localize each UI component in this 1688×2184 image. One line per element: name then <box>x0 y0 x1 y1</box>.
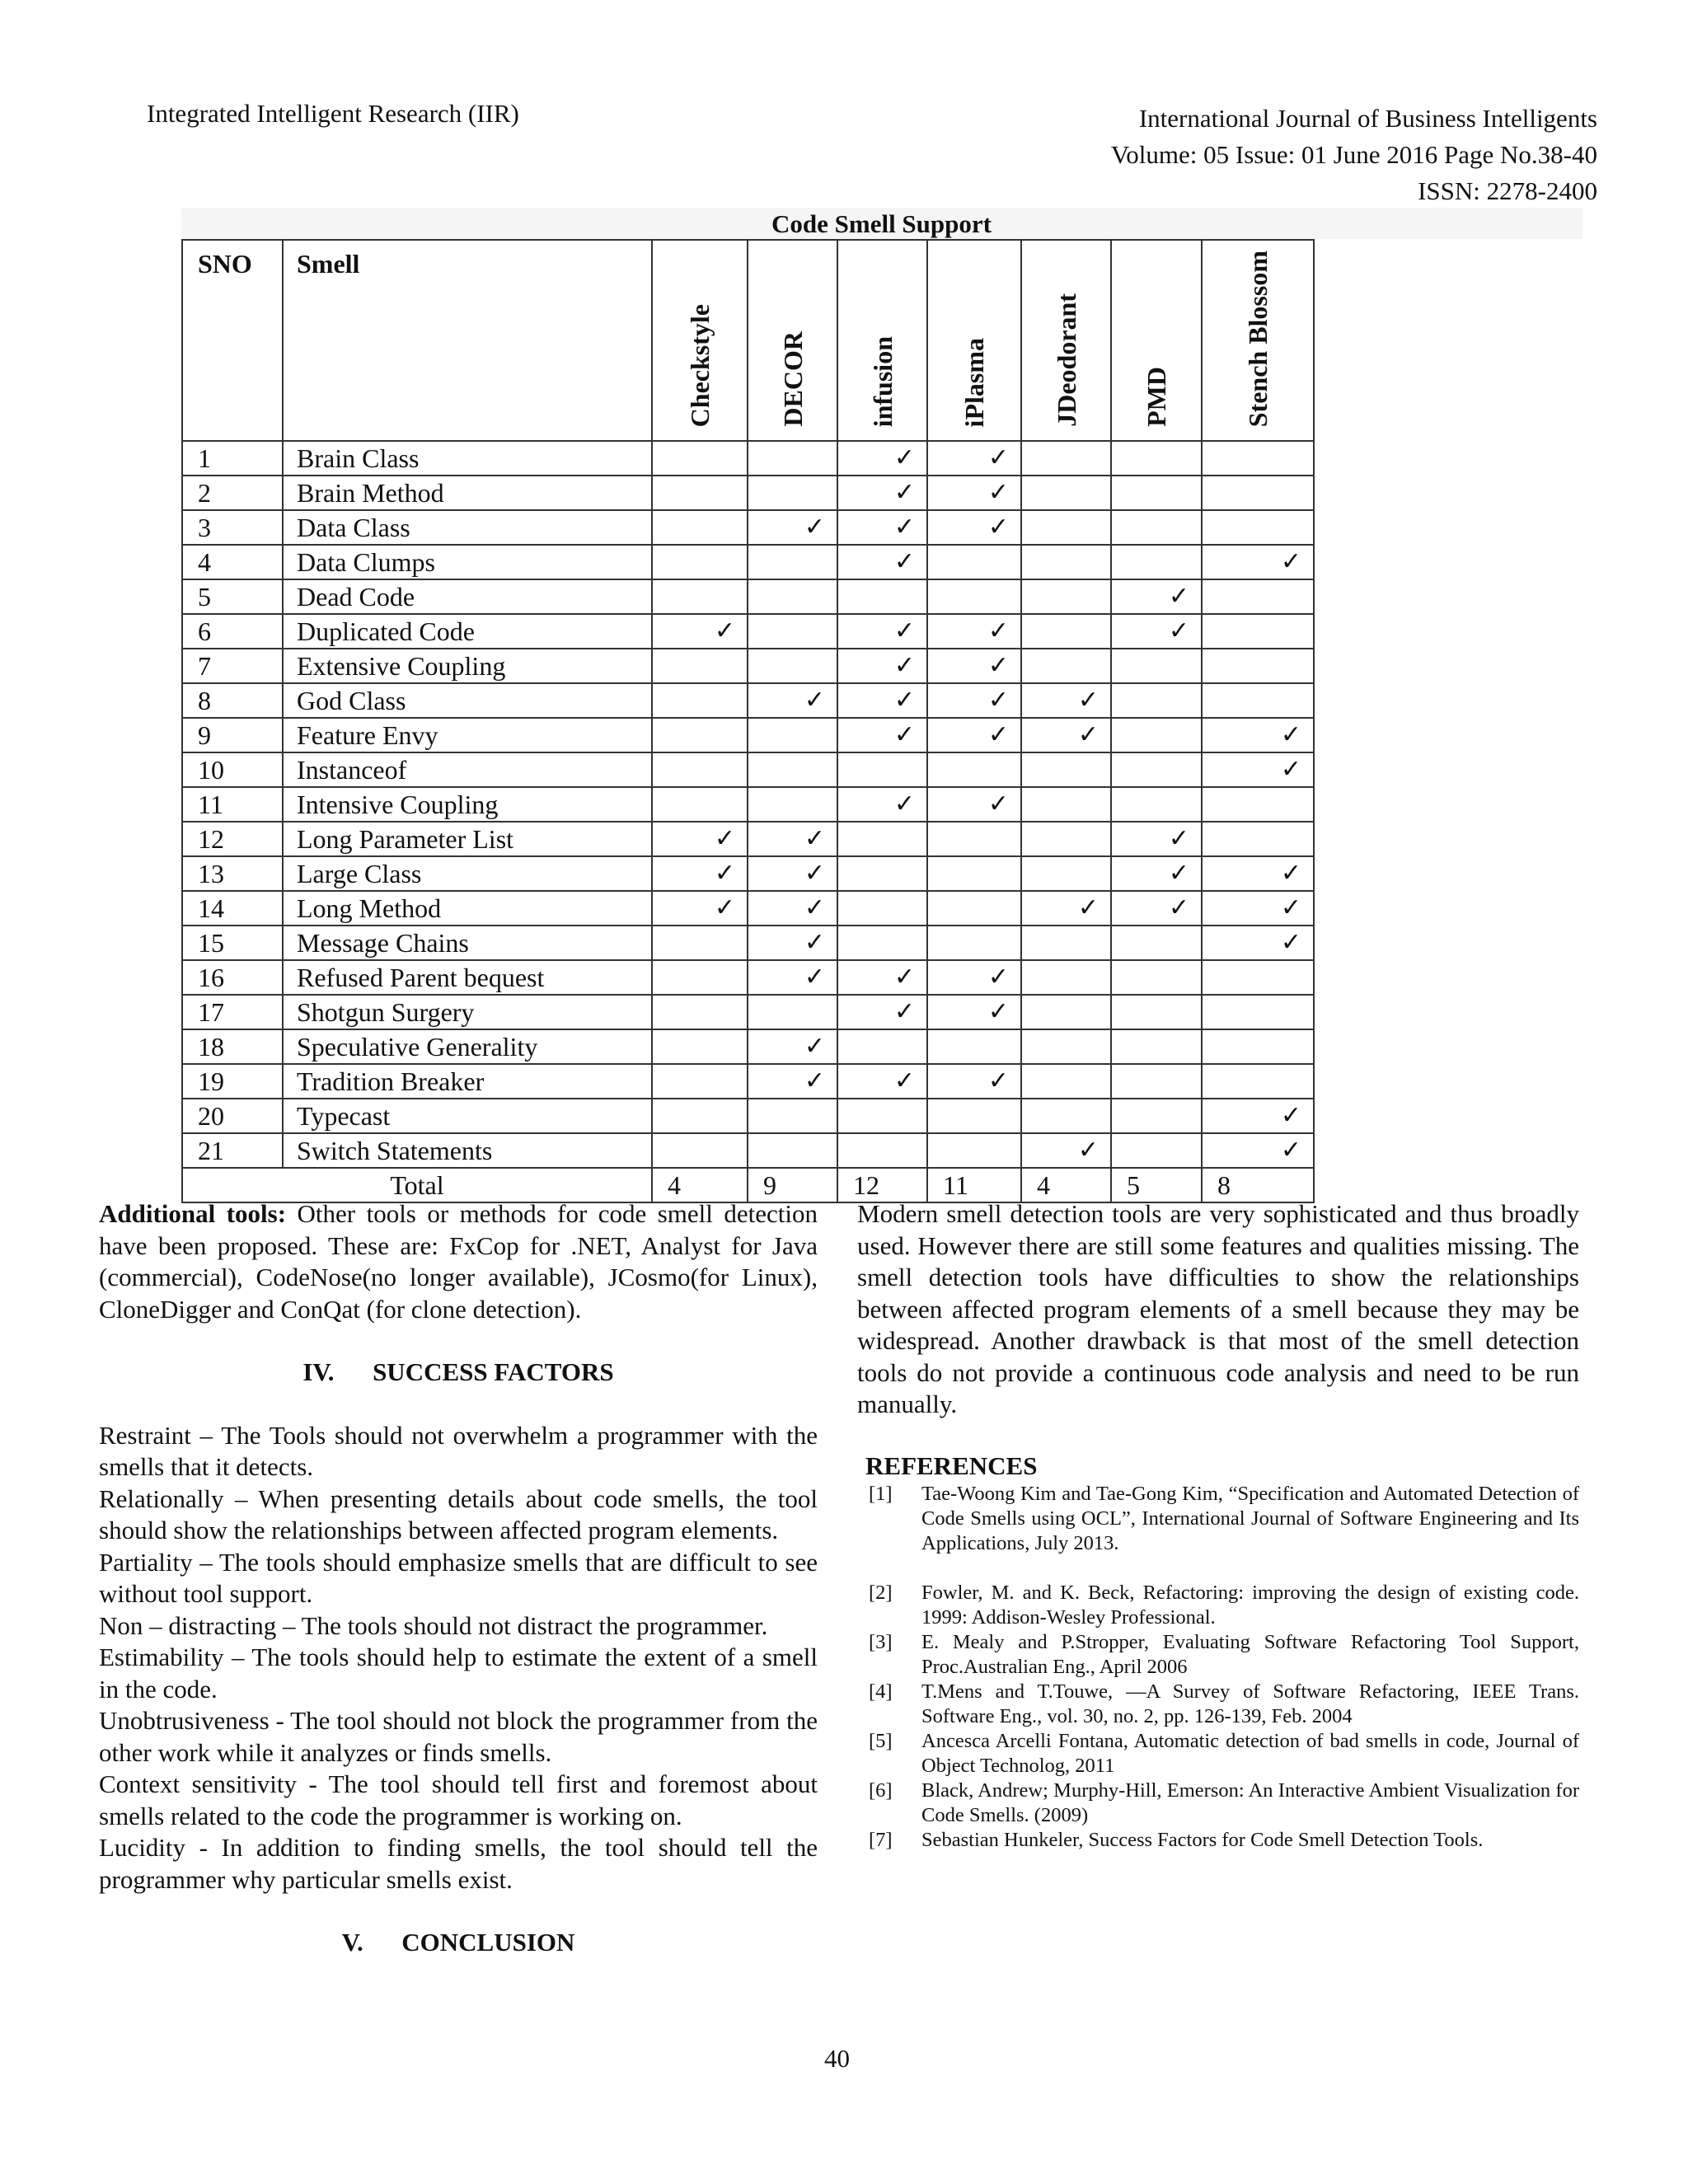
empty-cell <box>1202 683 1314 718</box>
empty-cell <box>1202 822 1314 856</box>
empty-cell <box>748 1133 837 1168</box>
empty-cell <box>1111 718 1202 752</box>
check-mark-icon: ✓ <box>652 822 748 856</box>
empty-cell <box>748 787 837 822</box>
check-mark-icon: ✓ <box>748 960 837 995</box>
smell-name: God Class <box>283 683 652 718</box>
table-row <box>182 579 1314 614</box>
check-mark-icon: ✓ <box>927 1064 1021 1099</box>
row-number: 2 <box>182 476 283 510</box>
row-number: 18 <box>182 1029 283 1064</box>
column-header-tool <box>837 240 927 441</box>
smell-name: Long Method <box>283 891 652 926</box>
empty-cell <box>748 995 837 1029</box>
table-row <box>182 1133 1314 1168</box>
empty-cell <box>652 995 748 1029</box>
issn: ISSN: 2278-2400 <box>1418 176 1597 205</box>
empty-cell <box>1202 510 1314 545</box>
success-factor-item: Non – distracting – The tools should not distract the programmer. <box>99 1610 768 1640</box>
empty-cell <box>652 1064 748 1099</box>
smell-name: Tradition Breaker <box>283 1064 652 1099</box>
success-factor-item: Restraint – The Tools should not overwhelm a programmer with the smells that it detects. <box>99 1420 818 1481</box>
empty-cell <box>837 891 927 926</box>
check-mark-icon: ✓ <box>1202 926 1314 960</box>
reference-item <box>857 1828 1579 1853</box>
empty-cell <box>1111 1133 1202 1168</box>
smell-name: Brain Class <box>283 441 652 476</box>
additional-tools-text: Other tools or methods for code smell detection have been proposed. These are: FxCop for .NET, Analyst for Java (commercial), CodeNose(no longer available), JCosmo(for Linux), CloneDigger and ConQat (for clone detection). <box>99 1199 818 1324</box>
empty-cell <box>748 476 837 510</box>
check-mark-icon: ✓ <box>927 683 1021 718</box>
smell-name: Typecast <box>283 1099 652 1133</box>
check-mark-icon: ✓ <box>927 614 1021 649</box>
section-heading-conclusion <box>99 1927 818 1959</box>
row-number: 19 <box>182 1064 283 1099</box>
check-mark-icon: ✓ <box>837 545 927 579</box>
check-mark-icon: ✓ <box>927 476 1021 510</box>
page-number: 40 <box>824 2044 850 2073</box>
empty-cell <box>837 822 927 856</box>
empty-cell <box>1021 960 1111 995</box>
empty-cell <box>1202 441 1314 476</box>
smell-name: Large Class <box>283 856 652 891</box>
check-mark-icon: ✓ <box>837 995 927 1029</box>
smell-name: Message Chains <box>283 926 652 960</box>
empty-cell <box>748 441 837 476</box>
empty-cell <box>1111 1029 1202 1064</box>
empty-cell <box>1111 752 1202 787</box>
section-heading-success-factors <box>99 1357 818 1389</box>
references-list <box>857 1482 1579 1853</box>
success-factor-item: Partiality – The tools should emphasize smells that are difficult to see without tool support. <box>99 1547 818 1608</box>
check-mark-icon: ✓ <box>652 856 748 891</box>
empty-cell <box>748 718 837 752</box>
empty-cell <box>1021 1099 1111 1133</box>
row-number: 20 <box>182 1099 283 1133</box>
empty-cell <box>927 1029 1021 1064</box>
journal-name: International Journal of Business Intelligents <box>1138 104 1597 133</box>
empty-cell <box>1202 1064 1314 1099</box>
check-mark-icon: ✓ <box>837 1064 927 1099</box>
empty-cell <box>1202 787 1314 822</box>
empty-cell <box>652 1029 748 1064</box>
reference-item <box>857 1581 1579 1630</box>
smell-name: Data Class <box>283 510 652 545</box>
check-mark-icon: ✓ <box>1202 1099 1314 1133</box>
empty-cell <box>927 926 1021 960</box>
check-mark-icon: ✓ <box>652 891 748 926</box>
volume-issue: Volume: 05 Issue: 01 June 2016 Page No.38-40 <box>1110 140 1597 169</box>
empty-cell <box>1111 649 1202 683</box>
reference-number: [4] <box>869 1680 893 1703</box>
smell-name: Feature Envy <box>283 718 652 752</box>
empty-cell <box>1021 1029 1111 1064</box>
empty-cell <box>1021 822 1111 856</box>
smell-name: Long Parameter List <box>283 822 652 856</box>
check-mark-icon: ✓ <box>1021 891 1111 926</box>
table-row <box>182 891 1314 926</box>
check-mark-icon: ✓ <box>837 441 927 476</box>
success-factor-item: Lucidity - In addition to finding smells, the tool should tell the programmer why particular smells exist. <box>99 1833 818 1894</box>
row-number: 21 <box>182 1133 283 1168</box>
check-mark-icon: ✓ <box>1021 683 1111 718</box>
empty-cell <box>837 579 927 614</box>
reference-text: Fowler, M. and K. Beck, Refactoring: improving the design of existing code. 1999: Addison-Wesley Professional. <box>921 1582 1579 1629</box>
empty-cell <box>748 649 837 683</box>
empty-cell <box>748 1099 837 1133</box>
empty-cell <box>748 752 837 787</box>
reference-text: T.Mens and T.Touwe, ―A Survey of Software Refactoring, IEEE Trans. Software Eng., vol. 30, no. 2, pp. 126-139, Feb. 2004 <box>921 1680 1579 1727</box>
table-row <box>182 1029 1314 1064</box>
section-number: V. <box>341 1928 363 1957</box>
table-row <box>182 545 1314 579</box>
check-mark-icon: ✓ <box>748 926 837 960</box>
conclusion-paragraph: Modern smell detection tools are very sophisticated and thus broadly used. However there are still some features and qualities missing. The smell detection tools have difficulties to show the relationships between affected program elements of a smell because they may be widespread. Another drawback is that most of the smell detection tools do not provide a continuous code analysis and need to be run manually. <box>857 1199 1579 1418</box>
check-mark-icon: ✓ <box>1202 1133 1314 1168</box>
empty-cell <box>1021 995 1111 1029</box>
table-row <box>182 510 1314 545</box>
table-title: Code Smell Support <box>771 209 992 238</box>
check-mark-icon: ✓ <box>1202 891 1314 926</box>
empty-cell <box>652 787 748 822</box>
empty-cell <box>927 752 1021 787</box>
total-value: 11 <box>927 1168 1021 1202</box>
check-mark-icon: ✓ <box>927 649 1021 683</box>
reference-item <box>857 1630 1579 1680</box>
empty-cell <box>1202 649 1314 683</box>
section-number: IV. <box>302 1357 335 1386</box>
empty-cell <box>837 1133 927 1168</box>
table-row <box>182 856 1314 891</box>
check-mark-icon: ✓ <box>748 510 837 545</box>
check-mark-icon: ✓ <box>837 614 927 649</box>
reference-item <box>857 1482 1579 1556</box>
reference-number: [5] <box>869 1730 893 1752</box>
left-column <box>99 1198 818 1959</box>
total-value: 4 <box>1021 1168 1111 1202</box>
empty-cell <box>837 1099 927 1133</box>
empty-cell <box>837 926 927 960</box>
empty-cell <box>652 441 748 476</box>
empty-cell <box>1021 614 1111 649</box>
column-header-tool <box>748 240 837 441</box>
check-mark-icon: ✓ <box>652 614 748 649</box>
table-row <box>182 476 1314 510</box>
column-header-smell: Smell <box>283 240 652 441</box>
table-row <box>182 1064 1314 1099</box>
empty-cell <box>652 683 748 718</box>
reference-text: Tae-Woong Kim and Tae-Gong Kim, “Specification and Automated Detection of Code Smells using OCL”, International Journal of Software Engineering and Its Applications, July 2013. <box>921 1483 1579 1554</box>
success-factor-item: Estimability – The tools should help to estimate the extent of a smell in the code. <box>99 1643 818 1704</box>
reference-number: [7] <box>869 1829 893 1851</box>
row-number: 7 <box>182 649 283 683</box>
table-row <box>182 649 1314 683</box>
empty-cell <box>837 752 927 787</box>
check-mark-icon: ✓ <box>748 1029 837 1064</box>
success-factors-list <box>99 1420 818 1896</box>
empty-cell <box>1111 960 1202 995</box>
check-mark-icon: ✓ <box>837 683 927 718</box>
smell-name: Extensive Coupling <box>283 649 652 683</box>
row-number: 14 <box>182 891 283 926</box>
empty-cell <box>927 1133 1021 1168</box>
empty-cell <box>652 1099 748 1133</box>
smell-name: Duplicated Code <box>283 614 652 649</box>
row-number: 9 <box>182 718 283 752</box>
column-header-sno: SNO <box>182 240 283 441</box>
empty-cell <box>1021 545 1111 579</box>
tool-name: infusion <box>867 335 898 427</box>
total-row <box>182 1168 1314 1202</box>
empty-cell <box>1111 787 1202 822</box>
empty-cell <box>652 1133 748 1168</box>
empty-cell <box>1021 441 1111 476</box>
empty-cell <box>1111 545 1202 579</box>
row-number: 8 <box>182 683 283 718</box>
total-value: 5 <box>1111 1168 1202 1202</box>
empty-cell <box>1202 476 1314 510</box>
empty-cell <box>1202 995 1314 1029</box>
smell-name: Refused Parent bequest <box>283 960 652 995</box>
row-number: 15 <box>182 926 283 960</box>
row-number: 1 <box>182 441 283 476</box>
empty-cell <box>748 545 837 579</box>
row-number: 5 <box>182 579 283 614</box>
check-mark-icon: ✓ <box>1202 718 1314 752</box>
check-mark-icon: ✓ <box>837 787 927 822</box>
empty-cell <box>652 545 748 579</box>
smell-name: Dead Code <box>283 579 652 614</box>
additional-tools-label: Additional tools: <box>99 1199 287 1228</box>
running-header-left: Integrated Intelligent Research (IIR) <box>147 99 519 128</box>
table-row <box>182 718 1314 752</box>
check-mark-icon: ✓ <box>1111 822 1202 856</box>
check-mark-icon: ✓ <box>927 960 1021 995</box>
check-mark-icon: ✓ <box>748 822 837 856</box>
empty-cell <box>1111 1064 1202 1099</box>
column-header-tool <box>927 240 1021 441</box>
empty-cell <box>652 960 748 995</box>
table-row <box>182 441 1314 476</box>
reference-text: Ancesca Arcelli Fontana, Automatic detection of bad smells in code, Journal of Object Technolog, 2011 <box>921 1730 1579 1777</box>
check-mark-icon: ✓ <box>837 960 927 995</box>
total-value: 8 <box>1202 1168 1314 1202</box>
success-factor-item: Context sensitivity - The tool should tell first and foremost about smells related to the code the programmer is working on. <box>99 1769 818 1830</box>
smell-name: Shotgun Surgery <box>283 995 652 1029</box>
check-mark-icon: ✓ <box>837 476 927 510</box>
empty-cell <box>1021 1064 1111 1099</box>
empty-cell <box>1021 649 1111 683</box>
empty-cell <box>748 614 837 649</box>
tool-name: iPlasma <box>959 337 989 427</box>
check-mark-icon: ✓ <box>927 787 1021 822</box>
reference-item <box>857 1779 1579 1828</box>
reference-number: [1] <box>869 1483 893 1505</box>
smell-name: Data Clumps <box>283 545 652 579</box>
check-mark-icon: ✓ <box>837 510 927 545</box>
reference-item <box>857 1729 1579 1779</box>
total-value: 4 <box>652 1168 748 1202</box>
tool-name: DECOR <box>777 331 808 427</box>
check-mark-icon: ✓ <box>927 718 1021 752</box>
check-mark-icon: ✓ <box>748 891 837 926</box>
total-value: 9 <box>748 1168 837 1202</box>
check-mark-icon: ✓ <box>748 1064 837 1099</box>
empty-cell <box>652 752 748 787</box>
row-number: 6 <box>182 614 283 649</box>
empty-cell <box>652 510 748 545</box>
smell-name: Instanceof <box>283 752 652 787</box>
empty-cell <box>927 545 1021 579</box>
check-mark-icon: ✓ <box>837 649 927 683</box>
reference-item <box>857 1680 1579 1729</box>
empty-cell <box>927 579 1021 614</box>
empty-cell <box>1021 856 1111 891</box>
empty-cell <box>652 926 748 960</box>
reference-number: [6] <box>869 1779 893 1802</box>
empty-cell <box>1021 476 1111 510</box>
table-row <box>182 752 1314 787</box>
table-row <box>182 960 1314 995</box>
column-header-tool <box>1021 240 1111 441</box>
reference-text: Sebastian Hunkeler, Success Factors for Code Smell Detection Tools. <box>921 1829 1484 1851</box>
success-factor-item: Unobtrusiveness - The tool should not block the programmer from the other work while it analyzes or finds smells. <box>99 1706 818 1767</box>
check-mark-icon: ✓ <box>1111 579 1202 614</box>
empty-cell <box>1111 476 1202 510</box>
code-smell-table <box>181 239 1315 1203</box>
section-title: CONCLUSION <box>401 1928 575 1957</box>
check-mark-icon: ✓ <box>1202 752 1314 787</box>
table-row <box>182 822 1314 856</box>
table-body <box>182 441 1314 1202</box>
empty-cell <box>1111 926 1202 960</box>
success-factor-item: Relationally – When presenting details about code smells, the tool should show the relationships between affected program elements. <box>99 1483 818 1544</box>
check-mark-icon: ✓ <box>1111 856 1202 891</box>
table-row <box>182 926 1314 960</box>
row-number: 3 <box>182 510 283 545</box>
empty-cell <box>1021 752 1111 787</box>
total-value: 12 <box>837 1168 927 1202</box>
row-number: 13 <box>182 856 283 891</box>
empty-cell <box>1021 579 1111 614</box>
column-header-tool <box>652 240 748 441</box>
reference-text: E. Mealy and P.Stropper, Evaluating Software Refactoring Tool Support, Proc.Australian Eng., April 2006 <box>921 1631 1579 1678</box>
table-row <box>182 995 1314 1029</box>
smell-name: Speculative Generality <box>283 1029 652 1064</box>
empty-cell <box>1202 614 1314 649</box>
row-number: 4 <box>182 545 283 579</box>
tool-name: Stench Blossom <box>1243 250 1273 427</box>
empty-cell <box>748 579 837 614</box>
empty-cell <box>1111 683 1202 718</box>
empty-cell <box>927 822 1021 856</box>
empty-cell <box>652 579 748 614</box>
running-header-right <box>1111 101 1597 209</box>
empty-cell <box>837 1029 927 1064</box>
table-header-row <box>182 240 1314 441</box>
check-mark-icon: ✓ <box>1202 545 1314 579</box>
smell-name: Intensive Coupling <box>283 787 652 822</box>
check-mark-icon: ✓ <box>1111 614 1202 649</box>
empty-cell <box>652 718 748 752</box>
empty-cell <box>1202 960 1314 995</box>
empty-cell <box>1111 441 1202 476</box>
check-mark-icon: ✓ <box>1111 891 1202 926</box>
check-mark-icon: ✓ <box>1021 718 1111 752</box>
column-header-tool <box>1202 240 1314 441</box>
row-number: 16 <box>182 960 283 995</box>
right-column <box>857 1198 1579 1853</box>
empty-cell <box>652 476 748 510</box>
smell-name: Brain Method <box>283 476 652 510</box>
empty-cell <box>837 856 927 891</box>
empty-cell <box>1202 1029 1314 1064</box>
table-row <box>182 614 1314 649</box>
check-mark-icon: ✓ <box>748 683 837 718</box>
empty-cell <box>1021 926 1111 960</box>
row-number: 10 <box>182 752 283 787</box>
check-mark-icon: ✓ <box>927 441 1021 476</box>
row-number: 11 <box>182 787 283 822</box>
column-header-tool <box>1111 240 1202 441</box>
row-number: 17 <box>182 995 283 1029</box>
check-mark-icon: ✓ <box>1202 856 1314 891</box>
check-mark-icon: ✓ <box>927 995 1021 1029</box>
additional-tools-paragraph <box>99 1198 818 1325</box>
table-row <box>182 787 1314 822</box>
empty-cell <box>652 649 748 683</box>
empty-cell <box>1021 510 1111 545</box>
tool-name: JDeodorant <box>1051 293 1081 427</box>
reference-number: [2] <box>869 1582 893 1604</box>
check-mark-icon: ✓ <box>748 856 837 891</box>
tool-name: PMD <box>1142 367 1171 427</box>
check-mark-icon: ✓ <box>837 718 927 752</box>
empty-cell <box>927 856 1021 891</box>
references-heading: REFERENCES <box>865 1451 1038 1480</box>
empty-cell <box>1111 1099 1202 1133</box>
row-number: 12 <box>182 822 283 856</box>
reference-text: Black, Andrew; Murphy-Hill, Emerson: An Interactive Ambient Visualization for Code Smells. (2009) <box>921 1779 1579 1826</box>
empty-cell <box>1111 995 1202 1029</box>
check-mark-icon: ✓ <box>927 510 1021 545</box>
table-row <box>182 1099 1314 1133</box>
check-mark-icon: ✓ <box>1021 1133 1111 1168</box>
empty-cell <box>1202 579 1314 614</box>
table-row <box>182 683 1314 718</box>
total-label: Total <box>182 1168 652 1202</box>
section-title: SUCCESS FACTORS <box>373 1357 614 1386</box>
smell-name: Switch Statements <box>283 1133 652 1168</box>
empty-cell <box>927 891 1021 926</box>
empty-cell <box>1111 510 1202 545</box>
empty-cell <box>927 1099 1021 1133</box>
reference-number: [3] <box>869 1631 893 1653</box>
tool-name: Checkstyle <box>685 303 715 427</box>
empty-cell <box>1021 787 1111 822</box>
